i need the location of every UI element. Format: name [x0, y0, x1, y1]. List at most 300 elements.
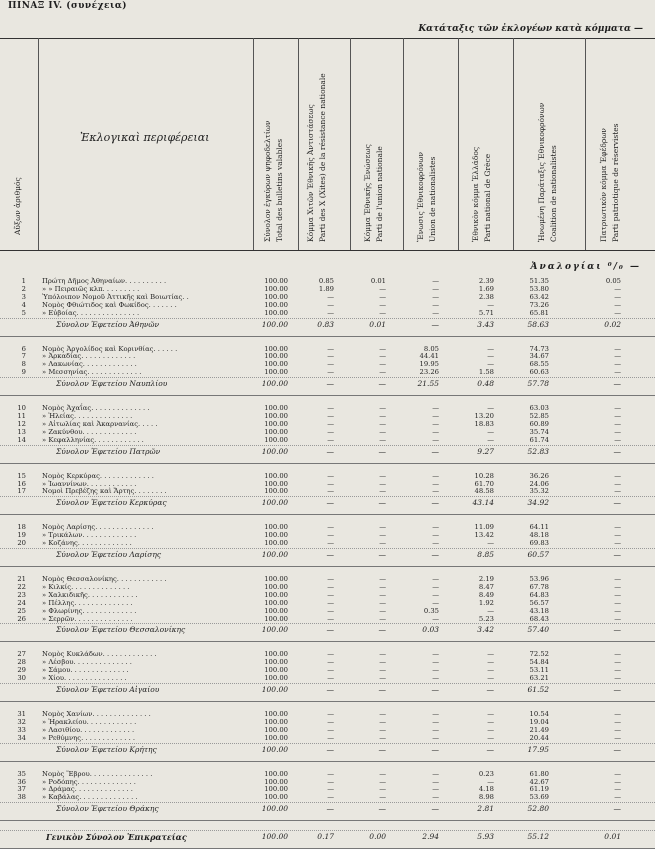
cell-value: —: [614, 300, 621, 309]
cell-value: 21.55: [417, 379, 439, 389]
cell-value: —: [379, 658, 386, 667]
cell-value: 51.35: [529, 277, 549, 285]
region-label: » » Πειραιῶς κλπ. . . . . . . . .: [42, 284, 140, 293]
row-number: 36: [17, 777, 26, 786]
cell-value: 13.42: [474, 531, 494, 540]
region-label: » Ροδόπης. . . . . . . . . . . . . .: [42, 777, 136, 786]
cell-value: —: [432, 658, 439, 667]
cell-value: —: [431, 685, 439, 694]
row-number: 19: [17, 531, 26, 540]
row-number: 23: [17, 590, 26, 599]
subtotal-row: [0, 447, 655, 457]
col-header-reservists: Πατριωτικὸν κόμμα Ἐφέδρων Parti patriotique de réservistes: [599, 123, 620, 242]
cell-value: —: [379, 292, 386, 301]
cell-value: —: [327, 598, 334, 607]
cell-value: 34.92: [527, 498, 549, 508]
row-number: 13: [17, 427, 26, 436]
cell-value: —: [487, 427, 494, 436]
subheading-ratios: Ἀναλογίαι ⁰/₀ —: [530, 262, 641, 272]
cell-value: 100.00: [261, 832, 288, 842]
row-separator: [0, 318, 655, 319]
cell-value: —: [614, 360, 621, 369]
cell-value: —: [487, 606, 494, 615]
cell-value: —: [432, 539, 439, 548]
col-divider: [253, 38, 254, 250]
cell-value: —: [379, 590, 386, 599]
cell-value: —: [327, 531, 334, 540]
cell-value: —: [432, 733, 439, 742]
region-label: » Καβάλας. . . . . . . . . . . . . .: [42, 793, 138, 802]
cell-value: 68.43: [529, 614, 549, 623]
region-label: Νομὸς Ἀργολίδος καὶ Κορινθίας. . . . . .: [42, 344, 178, 353]
cell-value: —: [614, 539, 621, 548]
cell-value: —: [431, 498, 439, 508]
cell-value: 55.12: [527, 832, 549, 842]
cell-value: —: [487, 404, 494, 413]
region-label: » Εὐβοίας. . . . . . . . . . . . . . .: [42, 308, 140, 317]
region-label: » Αἰτωλίας καὶ Ἀκαρνανίας. . . . .: [42, 419, 158, 428]
row-separator: [0, 683, 655, 684]
row-number: 5: [21, 308, 26, 317]
cell-value: 53.80: [529, 284, 549, 293]
section-rule: [0, 701, 655, 702]
cell-value: 0.03: [422, 625, 439, 635]
cell-value: 63.42: [529, 292, 549, 301]
cell-value: —: [432, 777, 439, 786]
col-header-coalition: Ἡνωμένη Παράταξις Ἐθνικοφρόνων Coalition de nationalistes: [537, 102, 558, 242]
subtotal-row: [0, 745, 655, 755]
cell-value: 100.00: [264, 292, 288, 301]
cell-value: —: [379, 419, 386, 428]
cell-value: —: [613, 498, 621, 508]
cell-value: —: [432, 292, 439, 301]
cell-value: 100.00: [264, 435, 288, 444]
cell-value: 54.84: [529, 658, 549, 667]
cell-value: —: [614, 479, 621, 488]
cell-value: —: [432, 277, 439, 285]
row-number: 9: [21, 368, 26, 377]
cell-value: —: [431, 446, 439, 456]
region-label: » Ἀρκαδίας. . . . . . . . . . . . .: [42, 352, 136, 361]
cell-value: 24.06: [529, 479, 549, 488]
cell-value: —: [379, 575, 386, 583]
region-label: » Κοζάνης. . . . . . . . . . . . .: [42, 539, 132, 548]
section-rule: [0, 514, 655, 515]
cell-value: —: [432, 487, 439, 496]
cell-value: 100.00: [261, 685, 288, 694]
region-label: » Κεφαλληνίας. . . . . . . . . . . .: [42, 435, 144, 444]
row-separator: [0, 830, 655, 831]
cell-value: —: [379, 344, 386, 353]
cell-value: —: [327, 404, 334, 413]
cell-value: 1.58: [478, 368, 494, 377]
cell-value: 8.05: [423, 344, 439, 353]
cell-value: —: [614, 725, 621, 734]
cell-value: 100.00: [264, 308, 288, 317]
cell-value: —: [379, 793, 386, 802]
cell-value: —: [487, 733, 494, 742]
cell-value: —: [432, 575, 439, 583]
section-rule: [0, 395, 655, 396]
cell-value: 53.69: [529, 793, 549, 802]
cell-value: —: [327, 590, 334, 599]
cell-value: —: [487, 300, 494, 309]
cell-value: —: [378, 685, 386, 694]
region-label: » Χίου. . . . . . . . . . . . . . .: [42, 674, 127, 683]
cell-value: —: [379, 360, 386, 369]
cell-value: 57.40: [527, 625, 549, 635]
cell-value: 100.00: [264, 725, 288, 734]
region-label: » Λέσβου. . . . . . . . . . . . . .: [42, 658, 132, 667]
cell-value: —: [326, 685, 334, 694]
cell-value: 8.47: [478, 582, 494, 591]
cell-value: 100.00: [261, 625, 288, 635]
region-label: Γενικὸν Σύνολον Ἐπικρατείας: [46, 832, 187, 843]
cell-value: —: [327, 717, 334, 726]
cell-value: —: [327, 733, 334, 742]
cell-value: 61.52: [527, 685, 549, 694]
cell-value: 100.00: [264, 412, 288, 420]
cell-value: 74.73: [529, 344, 549, 353]
cell-value: 1.69: [478, 284, 494, 293]
row-number: 37: [17, 785, 26, 794]
cell-value: 100.00: [264, 769, 288, 778]
cell-value: 64.83: [529, 590, 549, 599]
row-number: 30: [17, 674, 26, 683]
region-label: Σύνολον Ἐφετείου Κρήτης: [56, 744, 157, 754]
cell-value: 17.95: [527, 744, 549, 754]
cell-value: —: [432, 300, 439, 309]
region-label: Σύνολον Ἐφετείου Θεσσαλονίκης: [56, 625, 186, 635]
region-label: Ὑπόλοιπον Νομοῦ Ἀττικῆς καὶ Βοιωτίας. .: [42, 292, 189, 301]
row-number: 33: [17, 725, 26, 734]
cell-value: —: [432, 412, 439, 420]
cell-value: 0.35: [423, 606, 439, 615]
cell-value: 2.38: [478, 292, 494, 301]
cell-value: 100.00: [264, 606, 288, 615]
cell-value: —: [614, 344, 621, 353]
region-label: Σύνολον Ἐφετείου Αἰγαίου: [56, 685, 160, 694]
cell-value: 100.00: [264, 777, 288, 786]
cell-value: —: [432, 531, 439, 540]
region-label: Πρώτη Δῆμος Ἀθηναίων. . . . . . . . . .: [42, 277, 167, 285]
top-header: [0, 0, 655, 18]
cell-value: 100.00: [264, 666, 288, 675]
cell-value: 100.00: [264, 523, 288, 532]
cell-value: 100.00: [264, 419, 288, 428]
row-number: 1: [21, 277, 26, 285]
cell-value: 35.32: [529, 487, 549, 496]
region-label: » Σερρῶν. . . . . . . . . . . . . .: [42, 614, 133, 623]
region-label: Σύνολον Ἐφετείου Ἀθηνῶν: [56, 319, 160, 329]
cell-value: 100.00: [264, 717, 288, 726]
cell-value: —: [379, 582, 386, 591]
row-number: 16: [17, 479, 26, 488]
cell-value: 0.85: [318, 277, 334, 285]
cell-value: 0.01: [369, 319, 386, 329]
region-label: Σύνολον Ἐφετείου Λαρίσης: [56, 550, 162, 559]
cell-value: —: [379, 523, 386, 532]
cell-value: —: [487, 344, 494, 353]
cell-value: —: [326, 550, 334, 559]
cell-value: —: [431, 550, 439, 559]
cell-value: —: [614, 666, 621, 675]
cell-value: —: [432, 479, 439, 488]
cell-value: —: [614, 368, 621, 377]
region-label: » Χαλκιδικῆς. . . . . . . . . . . .: [42, 590, 138, 599]
cell-value: —: [614, 733, 621, 742]
cell-value: 72.52: [529, 650, 549, 659]
cell-value: —: [614, 435, 621, 444]
row-number: 10: [17, 404, 26, 413]
table-row: [0, 673, 655, 683]
cell-value: —: [432, 614, 439, 623]
cell-value: 0.48: [477, 379, 494, 389]
cell-value: 100.00: [264, 344, 288, 353]
cell-value: —: [326, 379, 334, 389]
cell-value: 100.00: [261, 379, 288, 389]
cell-value: 100.00: [264, 674, 288, 683]
cell-value: 100.00: [264, 487, 288, 496]
section-rule: [0, 336, 655, 337]
cell-value: —: [614, 523, 621, 532]
cell-value: 34.67: [529, 352, 549, 361]
row-separator: [0, 377, 655, 378]
region-label: Νομὸς Χανίων. . . . . . . . . . . . . .: [42, 710, 151, 718]
cell-value: —: [327, 292, 334, 301]
cell-value: —: [614, 710, 621, 718]
cell-value: —: [613, 685, 621, 694]
cell-value: —: [432, 717, 439, 726]
region-label: Σύνολον Ἐφετείου Κερκύρας: [56, 498, 167, 508]
cell-value: 4.18: [478, 785, 494, 794]
region-label: » Δράμας. . . . . . . . . . . . . .: [42, 785, 133, 794]
cell-value: 8.98: [478, 793, 494, 802]
cell-value: —: [379, 284, 386, 293]
col-divider: [403, 38, 404, 250]
cell-value: 64.11: [529, 523, 549, 532]
region-label: Σύνολον Ἐφετείου Πατρῶν: [56, 446, 161, 456]
cell-value: —: [614, 785, 621, 794]
row-separator: [0, 623, 655, 624]
subtotal-row: [0, 685, 655, 695]
row-separator: [0, 445, 655, 446]
row-number: 21: [17, 575, 26, 583]
col-header-national-union: Κόμμα Ἐθνικῆς Ἑνώσεως Parti de l'union nationale: [363, 144, 384, 242]
cell-value: —: [432, 582, 439, 591]
col-header-national-party: Ἐθνικὸν κόμμα Ἑλλάδος Parti national de Grèce: [471, 146, 492, 242]
cell-value: 100.00: [264, 582, 288, 591]
cell-value: —: [378, 744, 386, 754]
cell-value: —: [614, 575, 621, 583]
cell-value: —: [614, 531, 621, 540]
cell-value: —: [379, 435, 386, 444]
cell-value: 48.18: [529, 531, 549, 540]
cell-value: —: [327, 368, 334, 377]
row-number: 8: [21, 360, 26, 369]
region-label: » Πέλλης. . . . . . . . . . . . . .: [42, 598, 133, 607]
cell-value: 100.00: [264, 793, 288, 802]
table-row: [0, 733, 655, 743]
cell-value: —: [431, 804, 439, 814]
cell-value: —: [327, 352, 334, 361]
cell-value: 100.00: [264, 284, 288, 293]
cell-value: 8.85: [477, 550, 494, 559]
cell-value: 5.93: [477, 832, 494, 842]
region-label: Νομὸς Ἀχαΐας. . . . . . . . . . . . . .: [42, 404, 150, 413]
cell-value: 58.63: [527, 319, 549, 329]
cell-value: —: [431, 744, 439, 754]
cell-value: —: [379, 717, 386, 726]
row-number: 15: [17, 471, 26, 480]
row-number: 17: [17, 487, 26, 496]
cell-value: 60.89: [529, 419, 549, 428]
cell-value: —: [327, 785, 334, 794]
cell-value: 63.03: [529, 404, 549, 413]
row-separator: [0, 496, 655, 497]
cell-value: —: [327, 575, 334, 583]
cell-value: 19.95: [419, 360, 439, 369]
cell-value: —: [379, 733, 386, 742]
cell-value: —: [614, 793, 621, 802]
cell-value: —: [487, 725, 494, 734]
cell-value: 67.78: [529, 582, 549, 591]
row-separator: [0, 802, 655, 803]
cell-value: 43.14: [472, 498, 494, 508]
row-number: 29: [17, 666, 26, 675]
cell-value: —: [378, 379, 386, 389]
section-rule: [0, 641, 655, 642]
cell-value: —: [432, 674, 439, 683]
cell-value: 44.41: [419, 352, 439, 361]
cell-value: —: [379, 404, 386, 413]
cell-value: 100.00: [264, 539, 288, 548]
cell-value: —: [432, 435, 439, 444]
cell-value: —: [614, 284, 621, 293]
cell-value: —: [614, 308, 621, 317]
cell-value: —: [614, 769, 621, 778]
cell-value: —: [614, 590, 621, 599]
cell-value: 13.20: [474, 412, 494, 420]
cell-value: 0.00: [369, 832, 386, 842]
cell-value: —: [487, 717, 494, 726]
cell-value: —: [379, 710, 386, 718]
cell-value: —: [487, 650, 494, 659]
cell-value: —: [487, 710, 494, 718]
cell-value: 48.58: [474, 487, 494, 496]
cell-value: 100.00: [261, 804, 288, 814]
col-divider: [298, 38, 299, 250]
cell-value: 35.74: [529, 427, 549, 436]
cell-value: —: [327, 793, 334, 802]
cell-value: —: [614, 598, 621, 607]
cell-value: 100.00: [261, 319, 288, 329]
cell-value: —: [379, 606, 386, 615]
cell-value: —: [379, 598, 386, 607]
cell-value: —: [614, 404, 621, 413]
table-row: [0, 486, 655, 496]
cell-value: —: [432, 598, 439, 607]
row-number: 22: [17, 582, 26, 591]
cell-value: —: [327, 479, 334, 488]
cell-value: —: [487, 674, 494, 683]
cell-value: —: [379, 479, 386, 488]
cell-value: —: [614, 674, 621, 683]
cell-value: 5.23: [478, 614, 494, 623]
table-row: [0, 538, 655, 548]
cell-value: 61.19: [529, 785, 549, 794]
region-label: » Μεσσηνίας. . . . . . . . . . . . .: [42, 368, 142, 377]
region-label: Νομὸς Φθιώτιδος καὶ Φωκίδος. . . . . . .: [42, 300, 177, 309]
cell-value: —: [487, 777, 494, 786]
cell-value: —: [614, 419, 621, 428]
table-row: [0, 435, 655, 445]
cell-value: —: [613, 625, 621, 635]
cell-value: —: [327, 435, 334, 444]
cell-value: 21.49: [529, 725, 549, 734]
region-label: » Ζακύνθου. . . . . . . . . . . . .: [42, 427, 137, 436]
cell-value: 1.89: [318, 284, 334, 293]
cell-value: —: [327, 344, 334, 353]
cell-value: 8.49: [478, 590, 494, 599]
cell-value: —: [379, 471, 386, 480]
cell-value: 2.39: [478, 277, 494, 285]
cell-value: 100.00: [264, 471, 288, 480]
col-header-total: Σύνολον ἐγκύρων ψηφοδελτίων Total des bulletins valables: [263, 120, 284, 242]
cell-value: 0.01: [370, 277, 386, 285]
cell-value: —: [327, 769, 334, 778]
col-divider: [513, 38, 514, 250]
col-divider: [38, 38, 39, 250]
cell-value: —: [432, 710, 439, 718]
cell-value: —: [327, 606, 334, 615]
cell-value: —: [327, 471, 334, 480]
cell-value: 100.00: [264, 710, 288, 718]
cell-value: —: [614, 292, 621, 301]
region-label: » Κιλκίς. . . . . . . . . . . . . .: [42, 582, 130, 591]
cell-value: —: [614, 412, 621, 420]
cell-value: 69.83: [529, 539, 549, 548]
cell-value: —: [432, 419, 439, 428]
row-number: 2: [21, 284, 26, 293]
row-separator: [0, 743, 655, 744]
cell-value: 100.00: [264, 598, 288, 607]
cell-value: —: [327, 419, 334, 428]
cell-value: —: [379, 531, 386, 540]
subtotal-row: [0, 320, 655, 330]
section-rule: [0, 761, 655, 762]
cell-value: 100.00: [264, 277, 288, 285]
grand-total-row: [0, 832, 655, 842]
col-divider: [458, 38, 459, 250]
row-number: 38: [17, 793, 26, 802]
cell-value: —: [432, 650, 439, 659]
cell-value: —: [432, 793, 439, 802]
region-label: Νομὸς Λαρίσης. . . . . . . . . . . . . .: [42, 523, 154, 532]
region-label: » Σάμου. . . . . . . . . . . . . .: [42, 666, 129, 675]
cell-value: 0.23: [478, 769, 494, 778]
cell-value: —: [487, 666, 494, 675]
cell-value: 0.05: [605, 277, 621, 285]
section-rule: [0, 463, 655, 464]
cell-value: 100.00: [264, 531, 288, 540]
cell-value: —: [487, 539, 494, 548]
table-row: [0, 308, 655, 318]
cell-value: 52.85: [529, 412, 549, 420]
cell-value: —: [327, 650, 334, 659]
cell-value: 100.00: [261, 446, 288, 456]
cell-value: —: [379, 300, 386, 309]
